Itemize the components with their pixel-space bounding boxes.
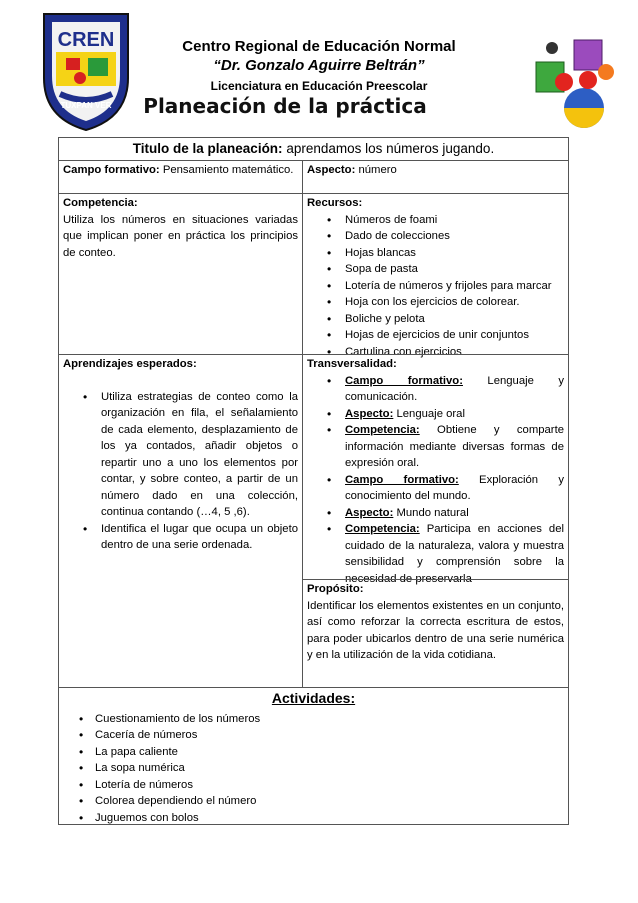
program-name: Licenciatura en Educación Preescolar: [210, 79, 428, 93]
list-item: • Utiliza estrategias de conteo como la organización en fila, el señalamiento de cada elemento, desplazamiento de los ya contados, añadir objetos o repartir uno a uno los elementos por contar, y sobre conteo, a partir de un número dado en una colección, continua contando (…4, 5 ,6).: [63, 389, 298, 521]
transversalidad-label: Transversalidad:: [307, 358, 397, 370]
list-item: • Aspecto: Mundo natural: [307, 505, 564, 522]
campo-formativo-label: Campo formativo:: [63, 164, 160, 176]
aspecto-label: Aspecto:: [307, 164, 356, 176]
planning-title-row: [58, 137, 569, 161]
actividades-label: Actividades:: [271, 690, 356, 706]
proposito-value: Identificar los elementos existentes en un conjunto, así como reforzar la correcta escritura de estos, para poder ubicarlos dentro de una serie numérica y en la utilización de la vida cotidiana.: [307, 599, 564, 661]
recursos-list: [307, 212, 564, 361]
proposito-label: Propósito:: [307, 583, 364, 595]
list-item: • Aspecto: Lenguaje oral: [307, 406, 564, 423]
campo-formativo-cell: [58, 160, 303, 194]
list-item: • Colorea dependiendo el número: [63, 793, 564, 810]
list-item: • Cuestionamiento de los números: [63, 711, 564, 728]
list-item: • Campo formativo: Exploración y conocimiento del mundo.: [307, 472, 564, 505]
list-item: • Identifica el lugar que ocupa un objeto dentro de una serie ordenada.: [63, 521, 298, 554]
aprendizajes-label: Aprendizajes esperados:: [63, 358, 197, 370]
list-item: • Hoja con los ejercicios de colorear.: [307, 294, 564, 311]
page-header: [0, 0, 638, 140]
aprendizajes-list: [63, 389, 298, 554]
list-item: • Campo formativo: Lenguaje y comunicación.: [307, 373, 564, 406]
list-item: • Números de foami: [307, 212, 564, 229]
list-item: • Competencia: Obtiene y comparte información mediante diversas formas de expresión oral.: [307, 422, 564, 472]
planning-title-label: Titulo de la planeación:: [132, 141, 283, 156]
list-item: • Hojas de ejercicios de unir conjuntos: [307, 327, 564, 344]
aspecto-cell: [302, 160, 569, 194]
list-item: • Lotería de números y frijoles para marcar: [307, 278, 564, 295]
recursos-label: Recursos:: [307, 197, 363, 209]
recursos-cell: [302, 193, 569, 358]
campo-formativo-value: Pensamiento matemático.: [162, 164, 294, 176]
actividades-cell: [58, 687, 569, 825]
planning-title-value: aprendamos los números jugando.: [282, 141, 495, 156]
transversalidad-cell: [302, 354, 569, 585]
proposito-cell: [302, 579, 569, 688]
list-item: • La papa caliente: [63, 744, 564, 761]
list-item: • La sopa numérica: [63, 760, 564, 777]
actividades-list: [63, 711, 564, 827]
list-item: • Hojas blancas: [307, 245, 564, 262]
abc-blocks-clipart: [528, 30, 614, 134]
list-item: • Dado de colecciones: [307, 228, 564, 245]
list-item: • Juguemos con bolos: [63, 810, 564, 827]
competencia-value: Utiliza los números en situaciones variadas que implican poner en práctica los principios de conteo.: [63, 213, 298, 259]
svg-text:CREN: CREN: [57, 29, 115, 51]
list-item: • Cacería de números: [63, 727, 564, 744]
list-item: • Competencia: Participa en acciones del cuidado de la naturaleza, valora y muestra sensibilidad y comprensión sobre la necesidad de preservarla: [307, 521, 564, 587]
institution-name: Centro Regional de Educación Normal: [182, 38, 456, 55]
aspecto-value: número: [355, 164, 397, 176]
transversalidad-list: [307, 373, 564, 588]
competencia-cell: [58, 193, 303, 355]
competencia-label: Competencia:: [63, 197, 138, 209]
svg-text:TUXPAN VER: TUXPAN VER: [60, 101, 112, 110]
list-item: • Lotería de números: [63, 777, 564, 794]
list-item: • Sopa de pasta: [307, 261, 564, 278]
aprendizajes-cell: [58, 354, 303, 688]
list-item: • Cartulina con ejercicios: [307, 344, 564, 361]
institution-honoree: “Dr. Gonzalo Aguirre Beltrán”: [213, 57, 425, 74]
list-item: • Boliche y pelota: [307, 311, 564, 328]
page-title: Planeación de la práctica: [143, 94, 427, 118]
